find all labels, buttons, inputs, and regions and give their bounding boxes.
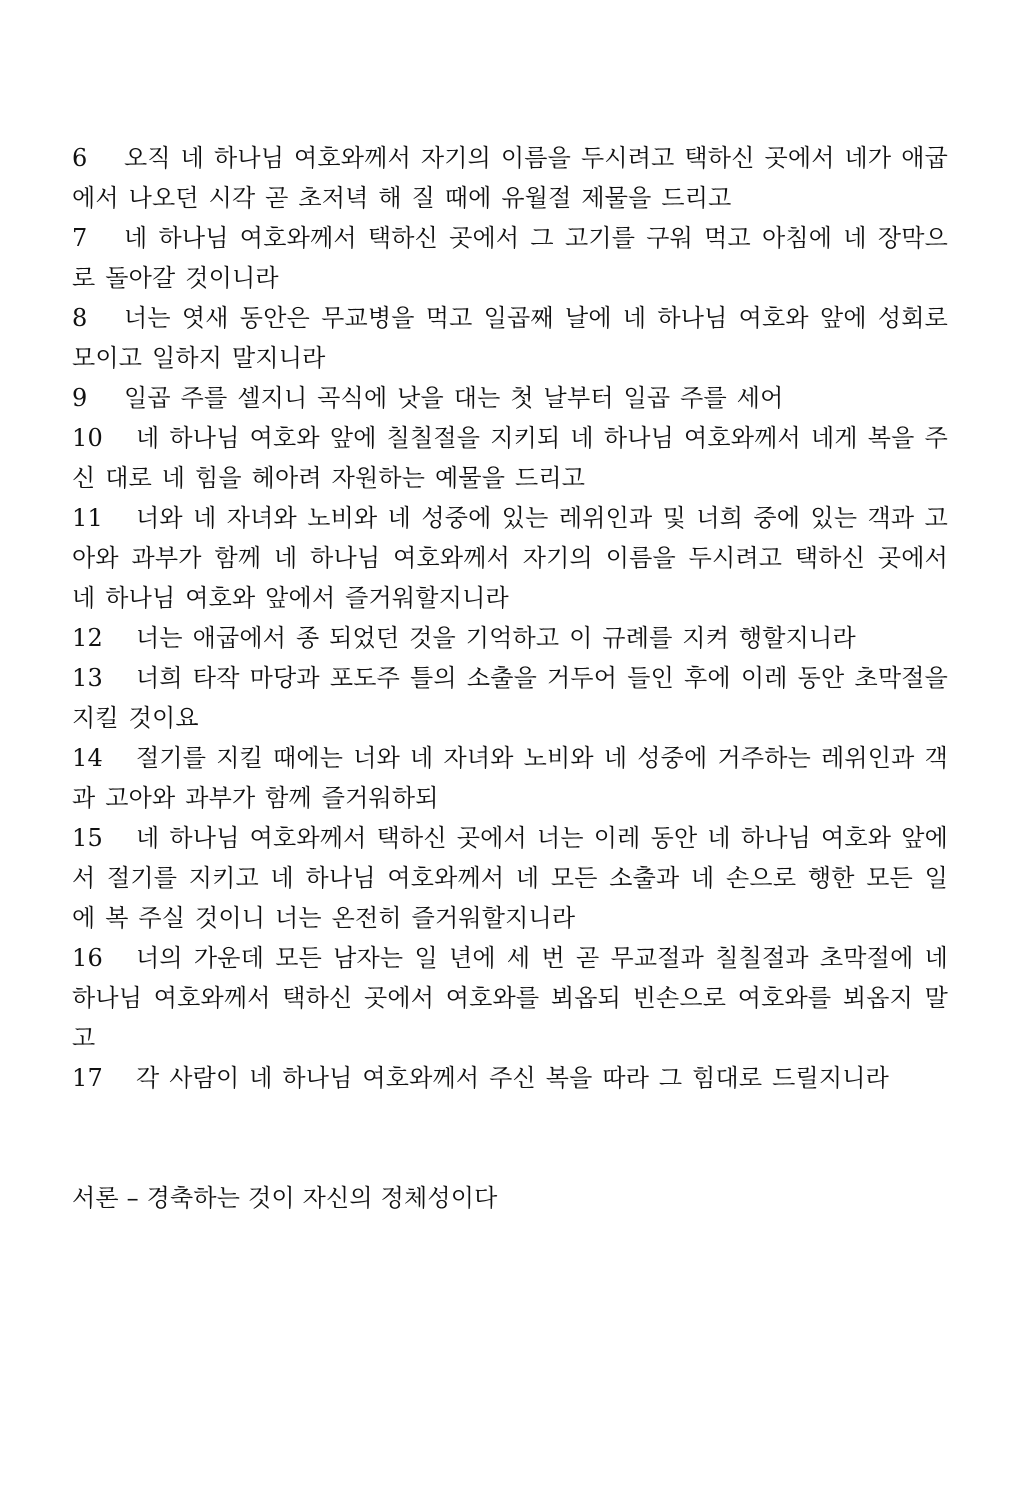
verse-text: 너의 가운데 모든 남자는 일 년에 세 번 곧 무교절과 칠칠절과 초막절에 네 하나님 여호와께서 택하신 곳에서 여호와를 뵈옵되 빈손으로 여호와를 뵈옵지 말고 <box>72 944 948 1052</box>
verse-text: 네 하나님 여호와께서 택하신 곳에서 그 고기를 구워 먹고 아침에 네 장막으로 돌아갈 것이니라 <box>72 224 948 292</box>
verse-number: 16 <box>72 944 103 972</box>
scripture-passage <box>72 138 948 1098</box>
verse-text: 너희 타작 마당과 포도주 틀의 소출을 거두어 들인 후에 이레 동안 초막절을 지킬 것이요 <box>72 664 948 732</box>
verse-14 <box>72 738 948 818</box>
verse-number: 13 <box>72 664 103 692</box>
verse-text: 너와 네 자녀와 노비와 네 성중에 있는 레위인과 및 너희 중에 있는 객과 고아와 과부가 함께 네 하나님 여호와께서 자기의 이름을 두시려고 택하신 곳에서 네 하나님 여호와 앞에서 즐거워할지니라 <box>72 504 948 612</box>
verse-number: 12 <box>72 624 103 652</box>
verse-number: 7 <box>72 224 88 252</box>
verse-number: 17 <box>72 1064 103 1092</box>
verse-text: 절기를 지킬 때에는 너와 네 자녀와 노비와 네 성중에 거주하는 레위인과 객과 고아와 과부가 함께 즐거워하되 <box>72 744 948 812</box>
verse-11 <box>72 498 948 618</box>
verse-8 <box>72 298 948 378</box>
verse-17 <box>72 1058 948 1098</box>
verse-number: 14 <box>72 744 103 772</box>
verse-number: 11 <box>72 504 103 532</box>
verse-text: 오직 네 하나님 여호와께서 자기의 이름을 두시려고 택하신 곳에서 네가 애굽에서 나오던 시각 곧 초저녁 해 질 때에 유월절 제물을 드리고 <box>72 144 948 212</box>
verse-text: 네 하나님 여호와 앞에 칠칠절을 지키되 네 하나님 여호와께서 네게 복을 주신 대로 네 힘을 헤아려 자원하는 예물을 드리고 <box>72 424 948 492</box>
verse-13 <box>72 658 948 738</box>
verse-10 <box>72 418 948 498</box>
verse-6 <box>72 138 948 218</box>
verse-number: 6 <box>72 144 88 172</box>
verse-15 <box>72 818 948 938</box>
verse-7 <box>72 218 948 298</box>
verse-9 <box>72 378 948 418</box>
sermon-section-title: 서론 – 경축하는 것이 자신의 정체성이다 <box>72 1184 498 1212</box>
verse-number: 15 <box>72 824 103 852</box>
verse-number: 10 <box>72 424 103 452</box>
verse-text: 너는 애굽에서 종 되었던 것을 기억하고 이 규례를 지켜 행할지니라 <box>136 624 856 652</box>
verse-text: 일곱 주를 셀지니 곡식에 낫을 대는 첫 날부터 일곱 주를 세어 <box>124 384 784 412</box>
verse-text: 네 하나님 여호와께서 택하신 곳에서 너는 이레 동안 네 하나님 여호와 앞에서 절기를 지키고 네 하나님 여호와께서 네 모든 소출과 네 손으로 행한 모든 일에 복 주실 것이니 너는 온전히 즐거워할지니라 <box>72 824 948 932</box>
verse-number: 8 <box>72 304 88 332</box>
verse-16 <box>72 938 948 1058</box>
verse-text: 각 사람이 네 하나님 여호와께서 주신 복을 따라 그 힘대로 드릴지니라 <box>136 1064 890 1092</box>
verse-12 <box>72 618 948 658</box>
verse-text: 너는 엿새 동안은 무교병을 먹고 일곱째 날에 네 하나님 여호와 앞에 성회로 모이고 일하지 말지니라 <box>72 304 948 372</box>
verse-number: 9 <box>72 384 88 412</box>
